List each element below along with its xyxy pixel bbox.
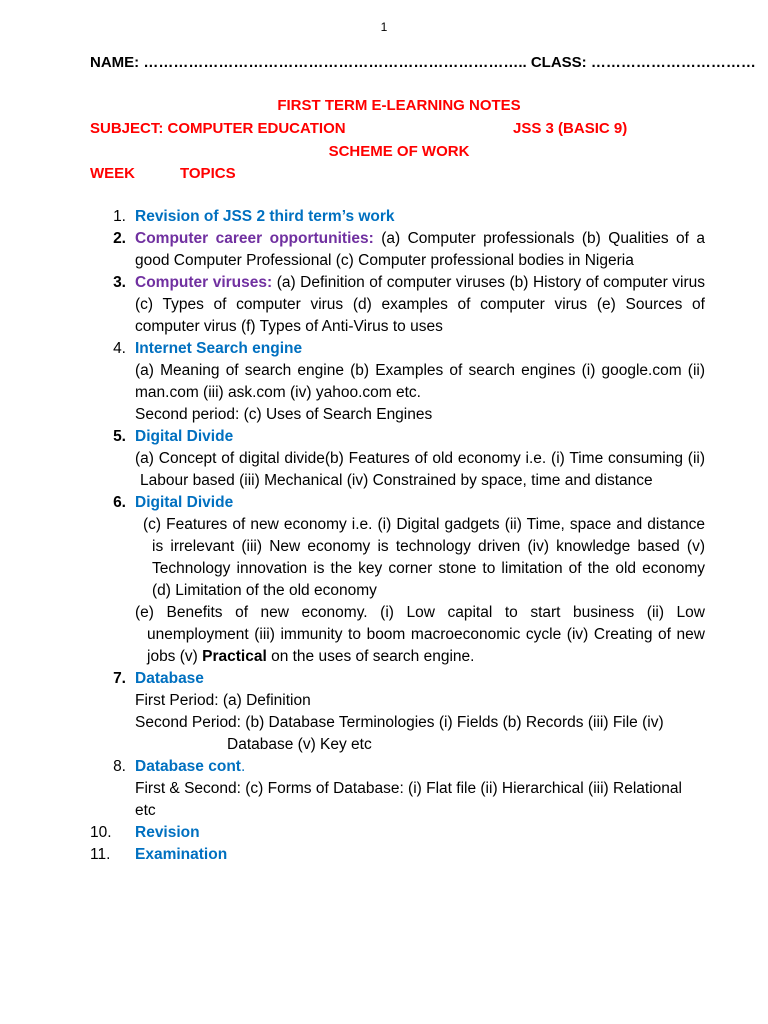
item-title: Digital Divide [135,428,234,445]
list-item [0,492,768,668]
item-title: Internet Search engine [135,340,303,357]
item-number: 6. [113,494,126,511]
item-text: First & Second: (c) Forms of Database: (i) Flat file (ii) Hierarchical (iii) Relational etc [135,780,682,819]
item-text: Database (v) Key etc [227,736,372,753]
item-title: Examination [135,846,228,863]
item-number: 3. [113,274,126,291]
item-text: (c) Features of new economy i.e. (i) Digital gadgets (ii) Time, space and distance is irrelevant (iii) New economy is technology driven (iv) knowledge based (v) Technology innovation is the key corner stone to limitation of the old economy (d) Limitation of the old economy [143,516,705,599]
item-text: Second Period: (b) Database Terminologies (i) Fields (b) Records (iii) File (iv) [135,714,664,731]
list-item [0,426,768,492]
item-number: 10. [90,824,112,841]
item-number: 1. [113,208,126,225]
topics-column-label: TOPICS [180,165,236,182]
item-text: (a) Computer professionals (b) Qualities of a good Computer Professional (c) Computer professional bodies in Nigeria [135,230,705,269]
document-title: FIRST TERM E-LEARNING NOTES [277,97,521,114]
scheme-list [0,206,768,866]
subject-label: SUBJECT: COMPUTER EDUCATION [90,120,346,137]
item-text: (a) Meaning of search engine (b) Examples of search engines (i) google.com (ii) man.com (iii) ask.com (iv) yahoo.com etc. [135,362,705,401]
list-item [0,756,768,822]
page-number: 1 [380,20,388,34]
item-text: (a) Definition of computer viruses (b) History of computer virus (c) Types of computer virus (d) examples of computer virus (e) Sources of computer virus (f) Types of Anti-Virus to uses [135,274,705,335]
item-title: Revision of JSS 2 third term’s work [135,208,395,225]
item-title: Database [135,670,204,687]
item-title-end: . [240,758,246,775]
item-title: Digital Divide [135,494,234,511]
item-text: (a) Concept of digital divide(b) Features of old economy i.e. (i) Time consuming (ii) Labour based (iii) Mechanical (iv) Constrained by space, time and distance [135,450,705,489]
list-item [0,338,768,426]
item-text: First Period: (a) Definition [135,692,311,709]
week-column-label: WEEK [90,165,135,182]
scheme-heading: SCHEME OF WORK [328,143,470,160]
list-item [0,206,768,228]
item-text: Second period: (c) Uses of Search Engines [135,406,433,423]
item-title: Computer career opportunities: [135,230,374,247]
list-item [0,272,768,338]
item-title: Revision [135,824,200,841]
name-class-line: NAME: ………………………………………………………………….. CLASS: …………………………… [90,54,756,71]
item-text-part: (e) Benefits of new economy. (i) Low capital to start business (ii) Low unemployment (iii) immunity to boom macroeconomic cycle (iv) Creating of new jobs (v) [135,604,705,665]
item-text-part: on the uses of search engine. [266,648,475,665]
item-title: Database cont [135,758,241,775]
list-item [0,844,768,866]
item-text [135,602,705,668]
class-level: JSS 3 (BASIC 9) [513,120,628,137]
practical-label: Practical [202,648,267,665]
list-item [0,228,768,272]
item-number: 7. [113,670,126,687]
item-number: 8. [113,758,126,775]
item-number: 2. [113,230,126,247]
item-number: 4. [113,340,126,357]
item-number: 5. [113,428,126,445]
list-item [0,822,768,844]
item-title: Computer viruses: [135,274,273,291]
list-item [0,668,768,756]
item-number: 11. [90,846,111,863]
